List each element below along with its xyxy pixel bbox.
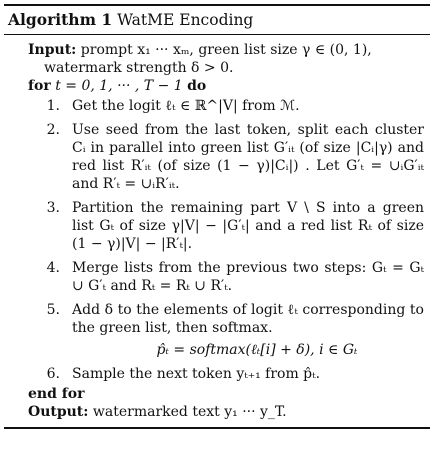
step-text: Partition the remaining part V \ S into a green list Gₜ of size γ|V| − |G′ₜ| and a red list Rₜ of size (1 − γ)|V| − |R′ₜ|. bbox=[72, 200, 424, 252]
for-range: t = 0, 1, ··· , T − 1 bbox=[55, 78, 183, 94]
for-keyword: for bbox=[28, 78, 51, 94]
end-for-keyword: end for bbox=[28, 386, 85, 402]
step-text: Sample the next token yₜ₊₁ from p̂ₜ. bbox=[72, 366, 321, 382]
output-keyword: Output: bbox=[28, 404, 89, 420]
algorithm-label: Algorithm 1 bbox=[8, 10, 113, 29]
step-number: 2. bbox=[46, 122, 60, 138]
step-text: Add δ to the elements of logit ℓₜ corresponding to the green list, then softmax. bbox=[72, 302, 424, 336]
algorithm-body bbox=[4, 35, 430, 427]
algorithm-caption bbox=[4, 6, 430, 35]
step-number: 3. bbox=[46, 200, 60, 216]
input-line bbox=[12, 41, 424, 77]
output-text: watermarked text y₁ ··· y_T. bbox=[92, 404, 287, 420]
do-keyword: do bbox=[187, 78, 207, 94]
for-line bbox=[12, 77, 424, 95]
input-text: prompt x₁ ··· xₘ, green list size γ ∈ (0, 1), watermark strength δ > 0. bbox=[44, 42, 372, 76]
output-line bbox=[12, 403, 424, 421]
algorithm-name: WatME Encoding bbox=[117, 11, 254, 29]
step-text: Use seed from the last token, split each cluster Cᵢ in parallel into green list G′ᵢₜ (of size |Cᵢ|γ) and red list R′ᵢₜ (of size (1 − γ)|Cᵢ|) . Let G′ₜ = ∪ᵢG′ᵢₜ and R′ₜ = ∪ᵢR′ᵢₜ. bbox=[72, 122, 424, 192]
step-number: 4. bbox=[46, 260, 60, 276]
input-keyword: Input: bbox=[28, 42, 77, 58]
step-5 bbox=[12, 301, 424, 359]
step-4 bbox=[12, 259, 424, 295]
step-2 bbox=[12, 121, 424, 193]
algorithm-box bbox=[4, 4, 430, 429]
step-number: 1. bbox=[46, 98, 60, 114]
step-6 bbox=[12, 365, 424, 383]
step-text: Merge lists from the previous two steps: Gₜ = Gₜ ∪ G′ₜ and Rₜ = Rₜ ∪ R′ₜ. bbox=[72, 260, 424, 294]
end-for-line bbox=[12, 385, 424, 403]
step-1 bbox=[12, 97, 424, 115]
softmax-formula: p̂ₜ = softmax(ℓₜ[i] + δ), i ∈ Gₜ bbox=[156, 342, 358, 358]
step-text: Get the logit ℓₜ ∈ ℝ^|V| from ℳ. bbox=[72, 98, 300, 114]
step-number: 6. bbox=[46, 366, 60, 382]
step-number: 5. bbox=[46, 302, 60, 318]
step-3 bbox=[12, 199, 424, 253]
